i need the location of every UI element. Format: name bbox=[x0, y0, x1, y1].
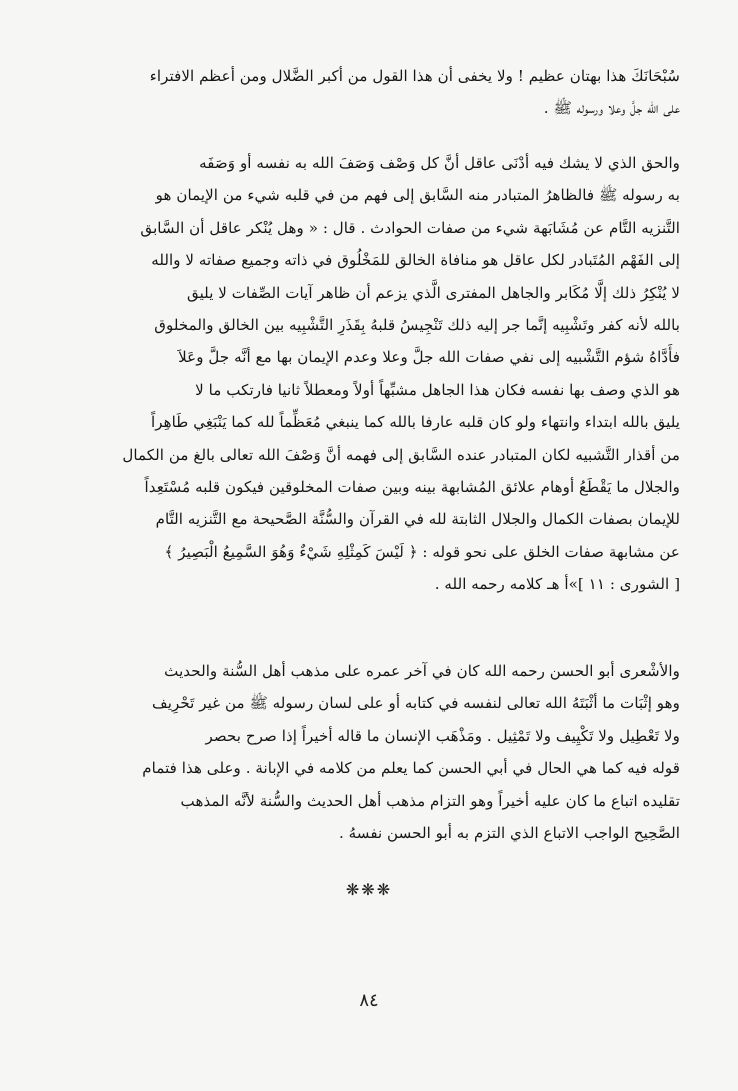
paragraph-1 bbox=[58, 60, 680, 125]
text-line: إلى الفَهْم المُتَبادر لكل عاقل هو منافاة الخالق للمَخْلُوق في ذاته وجميع صفاته لا والله bbox=[151, 251, 680, 270]
text-line: والأشْعرى أبو الحسن رحمه الله كان في آخر عمره على مذهب أهل السُّنة والحديث bbox=[164, 662, 680, 680]
text-line: [ الشورى : ١١ ]»أ هـ كلامه رحمه الله . bbox=[434, 575, 680, 594]
text-line: من أقذار التَّشبيه لكان المتبادر عنده السَّابق إلى فهمه أنَّ وَصْفَ الله تعالى بالغ من الكمال bbox=[122, 445, 680, 464]
text-line: به رسوله ﷺ فالظاهرُ المتبادر منه السَّابق إلى فهم من في قلبه شيء من الإيمان هو bbox=[155, 186, 680, 205]
paragraph-2 bbox=[58, 147, 680, 601]
text-line: الصَّحِيح الواجب الاتباع الذي التزم به أبو الحسن نفسهُ . bbox=[338, 824, 680, 843]
text-line: سُبْحَانَكَ هذا بهتان عظيم ! ولا يخفى أن هذا القول من أكبر الضَّلال ومن أعظم الافتراء bbox=[149, 67, 680, 85]
text-line: والجلال ما يَقْطَعُ أوهام علائق المُشابهة بينه وبين صفات المخلوقين فيكون قلبه مُسْتَعِداً bbox=[144, 478, 680, 497]
text-line: وهو إثْبَات ما أثْبَتَهُ الله تعالى لنفسه في كتابه أو على لسان رسوله ﷺ من غير تَحْرِيف bbox=[152, 694, 680, 713]
text-line: للإيمان بصفات الكمال والجلال الثابتة لله في القرآن والسُّنَّة الصَّحيحة مع التَّنزيه التَّام bbox=[155, 510, 680, 529]
text-line: والحق الذي لا يشك فيه أدْنَى عاقل أنَّ كل وَصْف وَصَفَ الله به نفسه أو وَصَفَه bbox=[199, 154, 680, 172]
text-line: عن مشابهة صفات الخلق على نحو قوله : ﴿ لَيْسَ كَمِثْلِهِ شَيْءٌ وَهُوَ السَّمِيعُ الْبَصِيرُ ﴾ bbox=[164, 542, 680, 561]
text-line: فأَدَّاهُ شؤم التَّشْبيه إلى نفي صفات الله جلَّ وعلا وعدم الإيمان بها مع أنَّه جلَّ وعَلاَ bbox=[178, 348, 680, 367]
text-line: على الله جلَّ وعلا ورسوله ﷺ . bbox=[543, 99, 680, 118]
text-line: تقليده اتباع ما كان عليه أخيراً وهو التزام مذهب أهل الحديث والسُّنة لأنَّه المذهب bbox=[180, 791, 680, 810]
paragraph-3 bbox=[58, 655, 680, 849]
page-number: ٨٤ bbox=[359, 990, 379, 1011]
text-line: هو الذي وصف بها نفسه فكان هذا الجاهل مشبِّهاً أولاً ومعطلاً ثانيا فارتكب ما لا bbox=[195, 380, 680, 399]
text-line: ولا تَعْطِيل ولا تَكْيِيف ولا تَمْثِيل . ومَذْهَب الإنسان ما قاله أخيراً إذا صرح بحصر bbox=[205, 726, 680, 745]
text-line: يليق بالله ابتداء وانتهاء ولو كان قلبه عارفا بالله كما ينبغي مُعَظِّماً لله كما يَنْبَغِي طَاهِراً bbox=[151, 413, 680, 432]
text-line: قوله فيه كما هي الحال في أبي الحسن كما يعلم من كلامه في الإبانة . وعلى هذا فتمام bbox=[142, 759, 680, 778]
text-line: التَّنزيه التَّام عن مُشَابَهة شيء من صفات الحوادث . قال : « وهل يُنْكر عاقل أن السَّابق bbox=[140, 218, 680, 237]
text-line: بالله لأنه كفر وتَشْبِيه إنَّما جر إليه ذلك تَنْجِيسُ قلبهُ بِقَذَرِ التَّشْبِيه بين الخالق والمخلوق bbox=[154, 316, 680, 335]
text-line: لا يُنْكِرُ ذلك إلَّا مُكَابر والجاهل المفترى الَّذي يزعم أن ظاهر آيات الصِّفات لا يليق bbox=[186, 283, 680, 302]
section-divider-ornament: ❋❋❋ bbox=[345, 880, 393, 899]
